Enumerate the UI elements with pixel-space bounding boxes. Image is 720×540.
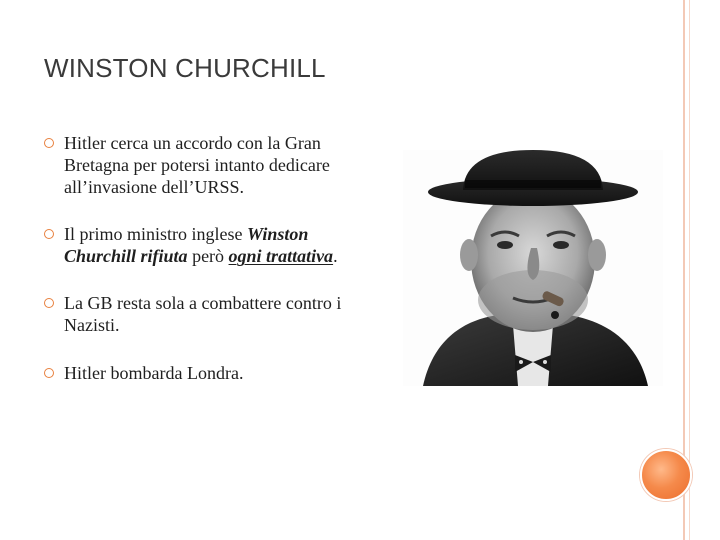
slide-title: WINSTON CHURCHILL [44, 53, 326, 83]
bullet-text: però [187, 246, 229, 266]
bullet-item [44, 292, 364, 336]
bullet-text: Hitler bombarda Londra. [64, 363, 244, 383]
decorative-rail-line-thin [689, 0, 690, 540]
bullet-text: Hitler cerca un accordo con la Gran Bretagna per potersi intanto dedicare all’invasione dell’URSS. [64, 133, 330, 197]
circle-bullet-icon [44, 229, 54, 239]
bullet-list [44, 132, 364, 384]
bullet-emphasis: Winston Churchill rifiuta [64, 224, 309, 266]
bullet-item [44, 362, 364, 384]
circle-bullet-icon [44, 298, 54, 308]
bullet-item [44, 223, 364, 267]
bullet-emphasis-underlined: ogni trattativa [228, 246, 334, 266]
bullet-item [44, 132, 364, 198]
bullet-text: La GB resta sola a combattere contro i Nazisti. [64, 293, 342, 335]
portrait-illustration [403, 150, 663, 386]
orange-circle-icon [640, 449, 692, 501]
churchill-portrait-image [403, 150, 663, 386]
bullet-text: . [333, 246, 338, 266]
circle-bullet-icon [44, 138, 54, 148]
circle-bullet-icon [44, 368, 54, 378]
bullet-text: Il primo ministro inglese [64, 224, 247, 244]
